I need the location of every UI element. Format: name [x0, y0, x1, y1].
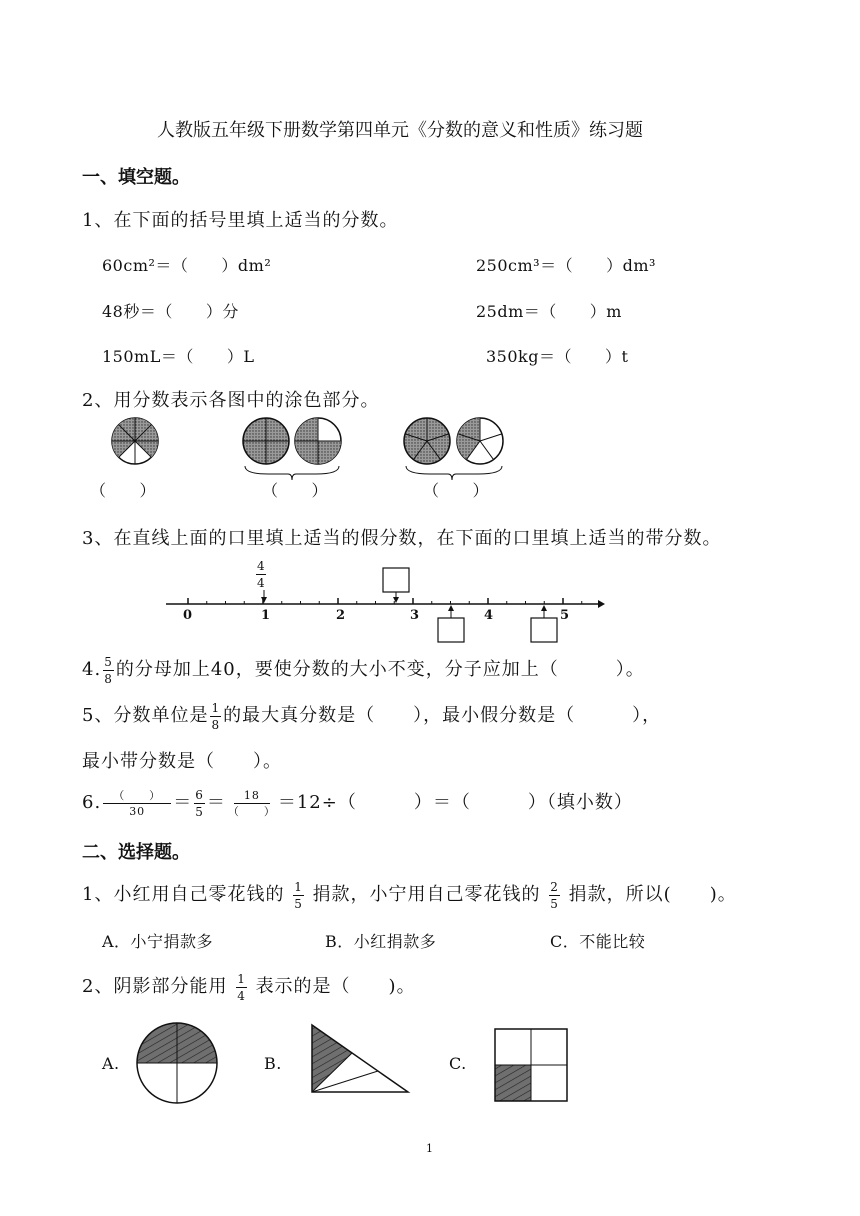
s2-q1-f2-numerator: 2 — [550, 879, 559, 894]
s2-q2-f1-denominator: 4 — [237, 988, 246, 1003]
q4-line — [82, 655, 645, 685]
s2-q2-figure-b-triangle — [312, 1025, 408, 1092]
q1-item-3: 48秒＝（ ）分 — [102, 302, 239, 321]
q6-prefix: 6. — [82, 792, 102, 813]
q2-answer-2: （ ） — [262, 481, 329, 500]
q1-text: 1、在下面的括号里填上适当的分数。 — [82, 210, 399, 231]
s2-q1-f1-numerator: 1 — [294, 879, 303, 894]
q2-answer-1: （ ） — [90, 481, 157, 500]
q1-item-1: 60cm²＝（ ）dm² — [102, 256, 272, 275]
q3-box-above — [383, 568, 409, 592]
tick-label-4: 4 — [484, 608, 494, 623]
q6-text: ＝12÷（ ）＝（ ）（填小数） — [277, 792, 633, 813]
q3-marker-denominator: 4 — [257, 576, 265, 590]
q2-figure-1-circle — [112, 418, 158, 464]
q6-line — [82, 788, 633, 818]
s2-q2-option-c-label: C. — [449, 1054, 467, 1073]
s2-q1-f2-denominator: 5 — [550, 896, 559, 911]
tick-label-2: 2 — [336, 608, 346, 623]
s2-q2-f1-numerator: 1 — [237, 971, 246, 986]
q2-answer-3: （ ） — [423, 481, 490, 500]
s2-q1-option-b: B．小红捐款多 — [325, 932, 437, 951]
q6-f2-numerator: 6 — [195, 787, 204, 802]
q3-tick-labels — [0, 608, 860, 628]
q5-line1 — [82, 701, 661, 731]
q6-f3-numerator: 18 — [234, 790, 270, 804]
q2-figure-3-circles — [404, 418, 503, 480]
s2-q2-part2: 表示的是（ )。 — [255, 976, 416, 997]
q6-f1-denominator: 30 — [129, 804, 146, 818]
s2-q1-line — [82, 880, 737, 910]
s2-q1-option-a: A．小宁捐款多 — [102, 932, 214, 951]
q4-prefix: 4. — [82, 659, 102, 680]
section2-heading: 二、选择题。 — [82, 842, 190, 863]
s2-q1-option-c: C．不能比较 — [550, 932, 646, 951]
page-title: 人教版五年级下册数学第四单元《分数的意义和性质》练习题 — [157, 120, 643, 141]
tick-label-5: 5 — [560, 608, 570, 623]
page-number: 1 — [426, 1142, 433, 1155]
s2-q2-option-b-label: B. — [264, 1054, 282, 1073]
q4-denominator: 8 — [104, 671, 113, 686]
tick-label-1: 1 — [261, 608, 271, 623]
q1-item-6: 350kg＝（ ）t — [486, 347, 629, 366]
q1-item-2: 250cm³＝（ ）dm³ — [476, 256, 656, 275]
q6-eq2: ＝ — [206, 792, 226, 813]
s2-q2-figures — [0, 1015, 860, 1125]
q5-line2: 最小带分数是（ ）。 — [82, 751, 282, 772]
s2-q1-f1-denominator: 5 — [294, 896, 303, 911]
s2-q1-part3: 捐款，所以( )。 — [568, 884, 737, 905]
q2-text: 2、用分数表示各图中的涂色部分。 — [82, 390, 380, 411]
q5-prefix: 5、分数单位是 — [82, 705, 209, 726]
s2-q2-figure-c-square — [495, 1029, 567, 1101]
section1-heading: 一、填空题。 — [82, 167, 190, 188]
q1-item-4: 25dm＝（ ）m — [476, 302, 622, 321]
q5-denominator: 8 — [211, 717, 221, 732]
s2-q2-line — [82, 972, 416, 1002]
s2-q1-part2: 捐款，小宁用自己零花钱的 — [312, 884, 541, 905]
q3-marker-numerator: 4 — [257, 559, 265, 573]
q6-f1-numerator: （ ） — [103, 790, 171, 804]
s2-q2-option-a-label: A. — [102, 1054, 120, 1073]
q6-f2-denominator: 5 — [195, 804, 204, 819]
q5-numerator: 1 — [211, 700, 221, 715]
q6-f3-denominator: （ ） — [227, 804, 276, 818]
q2-figure-2-circles — [243, 418, 341, 480]
q1-item-5: 150mL＝（ ）L — [102, 347, 255, 366]
q6-eq1: ＝ — [173, 792, 193, 813]
s2-q2-figure-a-circle — [137, 1023, 217, 1103]
s2-q1-part1: 1、小红用自己零花钱的 — [82, 884, 285, 905]
q3-text: 3、在直线上面的口里填上适当的假分数，在下面的口里填上适当的带分数。 — [82, 528, 722, 549]
tick-label-3: 3 — [410, 608, 420, 623]
q4-numerator: 5 — [104, 654, 113, 669]
s2-q2-part1: 2、阴影部分能用 — [82, 976, 228, 997]
q5-text: 的最大真分数是（ ），最小假分数是（ ）， — [223, 705, 662, 726]
tick-label-0: 0 — [183, 608, 193, 623]
q4-text: 的分母加上40，要使分数的大小不变，分子应加上（ ）。 — [115, 659, 645, 680]
q3-number-line — [0, 560, 860, 640]
